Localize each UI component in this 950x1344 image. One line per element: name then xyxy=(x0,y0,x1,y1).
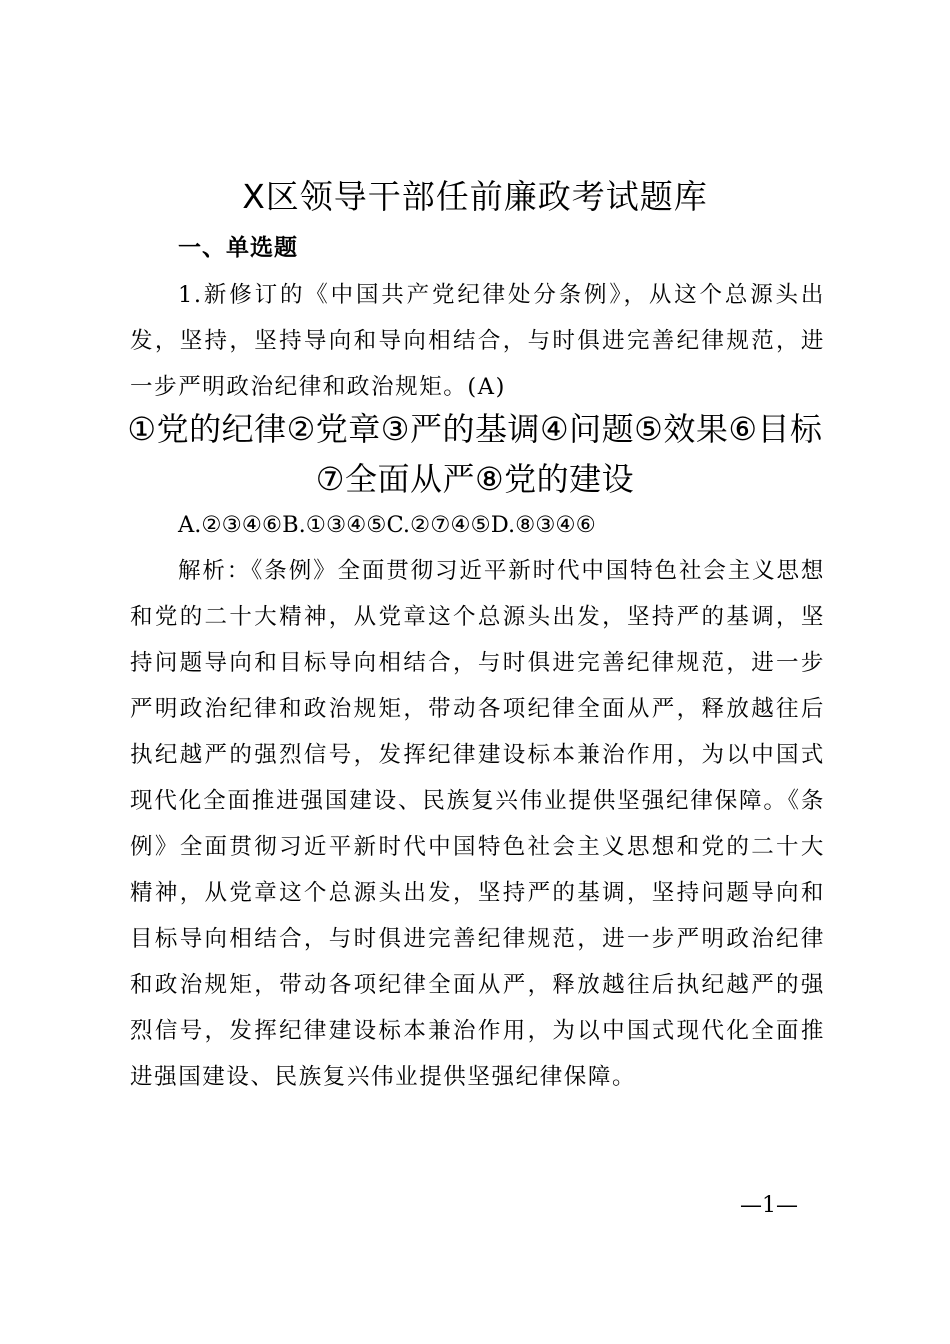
section-heading: 一、单选题 xyxy=(178,235,298,261)
question-stem: 1.新修订的《中国共产党纪律处分条例》，从这个总源头出发，坚持，坚持导向和导向相结合，与时俱进完善纪律规范，进一步严明政治纪律和政治规矩。(A) xyxy=(130,282,825,400)
analysis-paragraph: 解析：《条例》全面贯彻习近平新时代中国特色社会主义思想和党的二十大精神，从党章这个总源头出发，坚持严的基调，坚持问题导向和目标导向相结合，与时俱进完善纪律规范，进一步严明政治纪律和政治规矩，带动各项纪律全面从严，释放越往后执纪越严的强烈信号，发挥纪律建设标本兼治作用，为以中国式现代化全面推进强国建设、民族复兴伟业提供坚强纪律保障。《条例》全面贯彻习近平新时代中国特色社会主义思想和党的二十大精神，从党章这个总源头出发，坚持严的基调，坚持问题导向和目标导向相结合，与时俱进完善纪律规范，进一步严明政治纪律和政治规矩，带动各项纪律全面从严，释放越往后执纪越严的强烈信号，发挥纪律建设标本兼治作用，为以中国式现代化全面推进强国建设、民族复兴伟业提供坚强纪律保障。 xyxy=(130,558,825,1090)
answer-choices: A.②③④⑥B.①③④⑤C.②⑦④⑤D.⑧③④⑥ xyxy=(178,512,596,538)
page-number: —1— xyxy=(740,1193,798,1218)
document-title: X区领导干部任前廉政考试题库 xyxy=(242,177,708,216)
question-items-line: ①党的纪律②党章③严的基调④问题⑤效果⑥目标⑦全面从严⑧党的建设 xyxy=(127,410,823,498)
